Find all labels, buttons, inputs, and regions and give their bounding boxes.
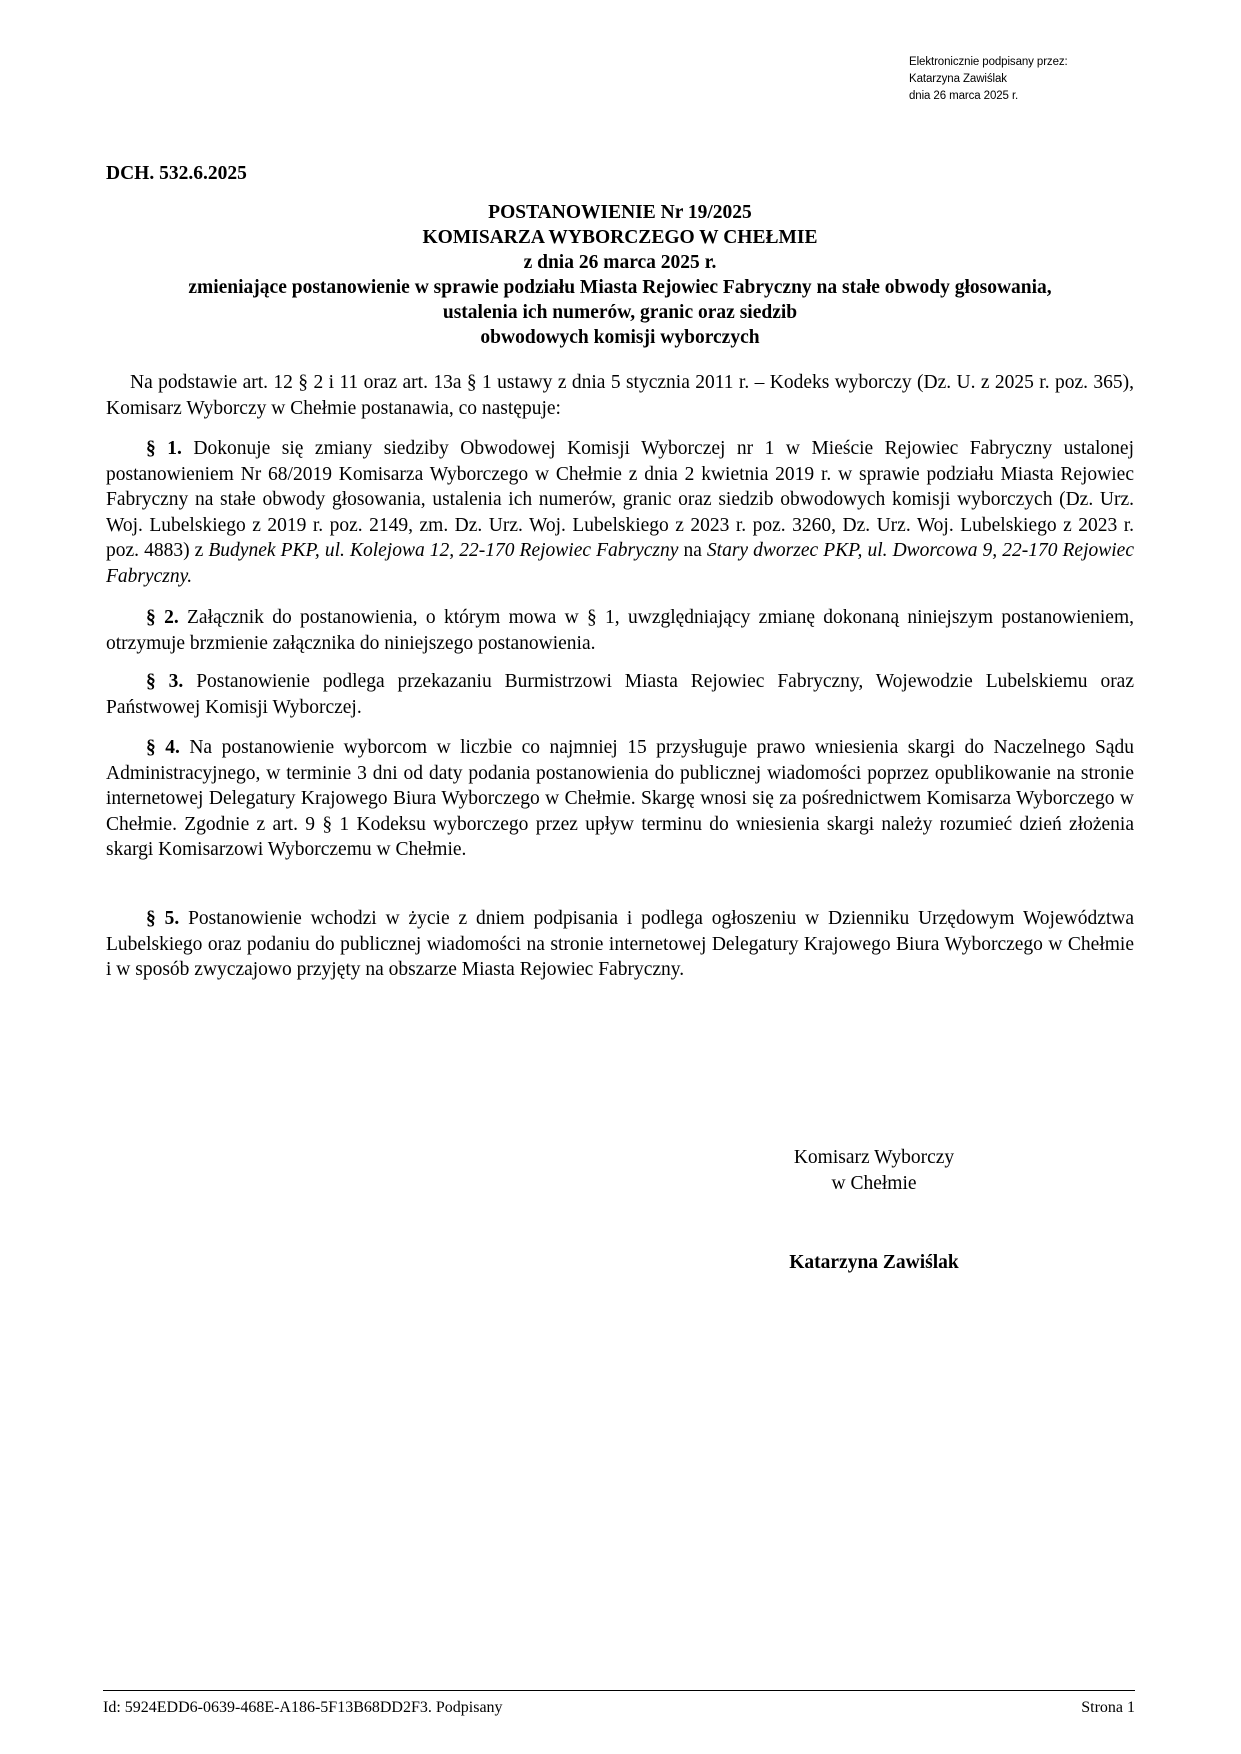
section-2	[106, 605, 1134, 656]
title-line-5: ustalenia ich numerów, granic oraz siedzib	[442, 302, 798, 323]
signer-name: Katarzyna Zawiślak	[789, 1252, 959, 1273]
section-4-paragraph	[106, 735, 1134, 863]
signer-role	[740, 1145, 1008, 1197]
section-4-mark: § 4.	[146, 737, 180, 758]
document-title	[100, 200, 1140, 350]
section-5-mark: § 5.	[146, 908, 180, 929]
section-5	[106, 906, 1134, 983]
electronic-signature-stamp	[909, 54, 1068, 105]
section-2-text: Załącznik do postanowienia, o którym mowa w § 1, uwzględniający zmianę dokonaną niniejszym postanowieniem, otrzymuje brzmienie załącznika do niniejszego postanowienia.	[106, 607, 1135, 654]
section-3-mark: § 3.	[146, 671, 184, 692]
section-5-paragraph	[106, 906, 1134, 983]
title-line-4: zmieniające postanowienie w sprawie podziału Miasta Rejowiec Fabryczny na stałe obwody głosowania,	[188, 277, 1052, 298]
signer-role-line-1: Komisarz Wyborczy	[793, 1147, 955, 1168]
signer-role-line-2: w Chełmie	[831, 1173, 917, 1194]
section-3-text: Postanowienie podlega przekazaniu Burmistrzowi Miasta Rejowiec Fabryczny, Wojewodzie Lubelskiemu oraz Państwowej Komisji Wyborczej.	[106, 671, 1134, 718]
section-3-paragraph	[106, 669, 1134, 720]
section-1-old-location: Budynek PKP, ul. Kolejowa 12, 22-170 Rejowiec Fabryczny	[208, 540, 679, 561]
section-4	[106, 735, 1134, 863]
title-line-1: POSTANOWIENIE Nr 19/2025	[488, 202, 752, 223]
intro-paragraph	[106, 370, 1134, 421]
signature-stamp-line-2: Katarzyna Zawiślak	[909, 73, 1007, 85]
section-1-paragraph	[106, 436, 1134, 589]
title-line-6: obwodowych komisji wyborczych	[480, 327, 760, 348]
section-1	[106, 436, 1134, 589]
footer-document-id: Id: 5924EDD6-0639-468E-A186-5F13B68DD2F3. Podpisany	[103, 1699, 503, 1716]
section-4-text: Na postanowienie wyborcom w liczbie co najmniej 15 przysługuje prawo wniesienia skargi do Naczelnego Sądu Administracyjnego, w terminie 3 dni od daty podania postanowienia do publicznej wiadomości poprzez opublikowanie na stronie internetowej Delegatury Krajowego Biura Wyborczego w Chełmie. Skargę wnosi się za pośrednictwem Komisarza Wyborczego w Chełmie. Zgodnie z art. 9 § 1 Kodeksu wyborczego przez upływ terminu do wniesienia skargi należy rozumieć dzień złożenia skargi Komisarzowi Wyborczemu w Chełmie.	[106, 737, 1134, 860]
section-3	[106, 669, 1134, 720]
footer-page-number: Strona 1	[1081, 1699, 1135, 1716]
title-line-3: z dnia 26 marca 2025 r.	[523, 252, 717, 273]
section-2-mark: § 2.	[146, 607, 179, 628]
section-1-mark: § 1.	[146, 438, 182, 459]
section-2-paragraph	[106, 605, 1134, 656]
section-1-text-b: na	[678, 540, 707, 561]
section-5-text: Postanowienie wchodzi w życie z dniem podpisania i podlega ogłoszeniu w Dzienniku Urzędowym Województwa Lubelskiego oraz podaniu do publicznej wiadomości na stronie internetowej Delegatury Krajowego Biura Wyborczego w Chełmie i w sposób zwyczajowo przyjęty na obszarze Miasta Rejowiec Fabryczny.	[106, 908, 1135, 980]
document-reference: DCH. 532.6.2025	[106, 163, 247, 184]
page-footer	[103, 1698, 1135, 1718]
section-1-new-location: Stary dworzec PKP, ul. Dworcowa 9, 22-170 Rejowiec Fabryczny.	[106, 540, 1134, 587]
section-1-text-a: Dokonuje się zmiany siedziby Obwodowej Komisji Wyborczej nr 1 w Mieście Rejowiec Fabryczny ustalonej postanowieniem Nr 68/2019 Komisarza Wyborczego w Chełmie z dnia 2 kwietnia 2019 r. w sprawie podziału Miasta Rejowiec Fabryczny na stałe obwody głosowania, ustalenia ich numerów, granic oraz siedzib obwodowych komisji wyborczych (Dz. Urz. Woj. Lubelskiego z 2019 r. poz. 2149, zm. Dz. Urz. Woj. Lubelskiego z 2023 r. poz. 3260, Dz. Urz. Woj. Lubelskiego z 2023 r. poz. 4883) z	[106, 438, 1135, 561]
footer-divider	[103, 1690, 1135, 1691]
signature-stamp-line-3: dnia 26 marca 2025 r.	[909, 90, 1019, 102]
signature-stamp-line-1: Elektronicznie podpisany przez:	[909, 56, 1068, 68]
title-line-2: KOMISARZA WYBORCZEGO W CHEŁMIE	[422, 227, 818, 248]
intro-text: Na podstawie art. 12 § 2 i 11 oraz art. 13a § 1 ustawy z dnia 5 stycznia 2011 r. – Kodeks wyborczy (Dz. U. z 2025 r. poz. 365), Komisarz Wyborczy w Chełmie postanawia, co następuje:	[106, 372, 1134, 419]
